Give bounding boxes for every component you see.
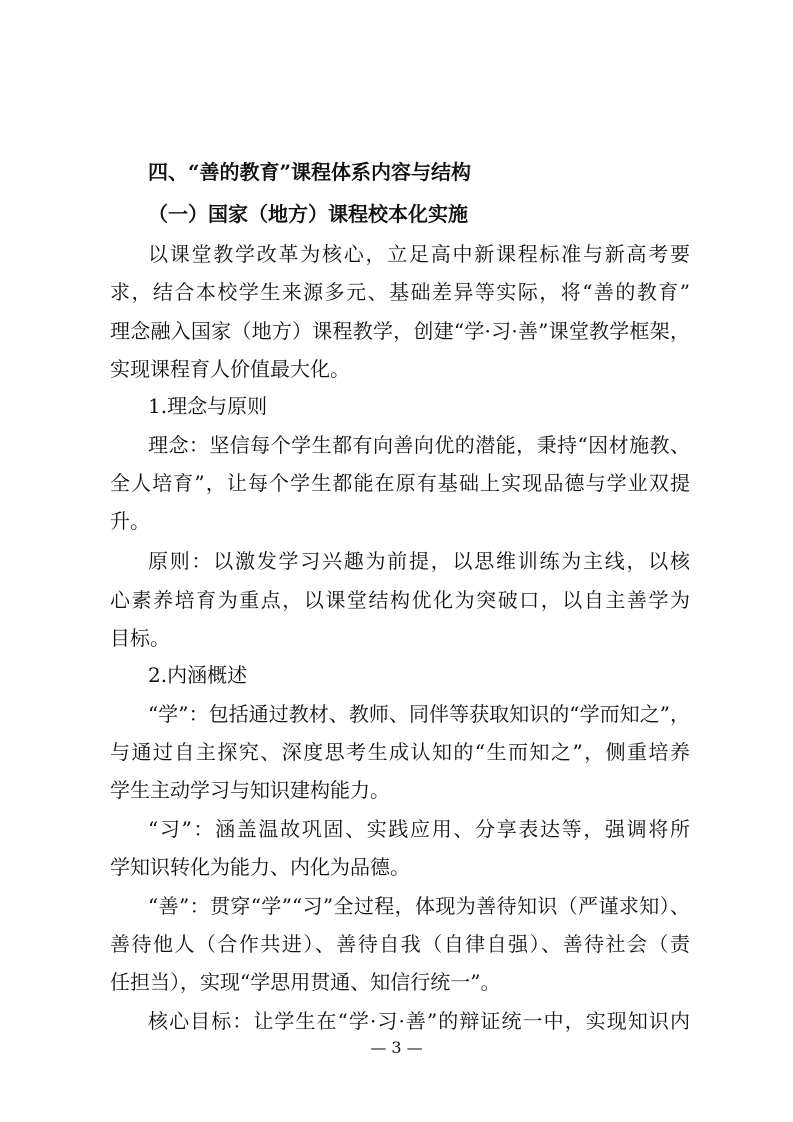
paragraph-line: 核心目标：让学生在“学·习·善”的辩证统一中，实现知识内 xyxy=(148,1009,690,1033)
paragraph-line: 与通过自主探究、深度思考生成认知的“生而知之”，侧重培养 xyxy=(110,740,690,764)
subsection-heading: （一）国家（地方）课程校本化实施 xyxy=(148,202,468,226)
paragraph-line: 原则：以激发学习兴趣为前提，以思维训练为主线，以核 xyxy=(148,549,690,573)
paragraph-line: 学知识转化为能力、内化为品德。 xyxy=(110,855,410,879)
item-heading: 2.内涵概述 xyxy=(148,663,248,687)
paragraph-line: “习”：涵盖温故巩固、实践应用、分享表达等，强调将所 xyxy=(148,817,690,841)
page-number: — 3 — xyxy=(370,1038,423,1057)
paragraph-line: 升。 xyxy=(110,509,150,533)
paragraph-line: 目标。 xyxy=(110,626,170,650)
paragraph-line: 全人培育”，让每个学生都能在原有基础上实现品德与学业双提 xyxy=(110,471,690,495)
paragraph-line: 理念融入国家（地方）课程教学，创建“学·习·善”课堂教学框架， xyxy=(110,319,690,343)
paragraph-line: 理念：坚信每个学生都有向善向优的潜能，秉持“因材施教、 xyxy=(148,433,690,457)
paragraph-line: 实现课程育人价值最大化。 xyxy=(110,357,350,381)
paragraph-line: 心素养培育为重点，以课堂结构优化为突破口，以自主善学为 xyxy=(110,588,690,612)
paragraph-line: 以课堂教学改革为核心，立足高中新课程标准与新高考要 xyxy=(148,242,690,266)
paragraph-line: 任担当），实现“学思用贯通、知信行统一”。 xyxy=(110,970,501,994)
paragraph-line: 求，结合本校学生来源多元、基础差异等实际，将“善的教育” xyxy=(110,280,690,304)
section-heading: 四、“善的教育”课程体系内容与结构 xyxy=(148,160,472,184)
paragraph-line: 学生主动学习与知识建构能力。 xyxy=(110,778,390,802)
paragraph-line: “学”：包括通过教材、教师、同伴等获取知识的“学而知之”， xyxy=(148,702,690,726)
paragraph-line: 善待他人（合作共进）、善待自我（自律自强）、善待社会（责 xyxy=(110,932,690,956)
item-heading: 1.理念与原则 xyxy=(148,394,268,418)
paragraph-line: “善”：贯穿“学”“习”全过程，体现为善待知识（严谨求知）、 xyxy=(148,894,690,918)
